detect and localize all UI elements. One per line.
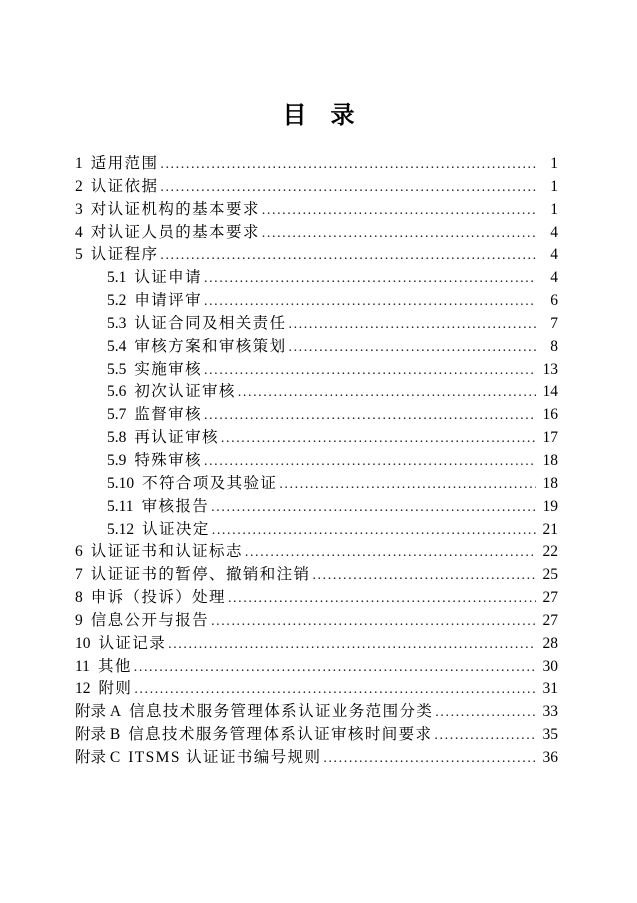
toc-entry (75, 564, 558, 587)
toc-entry-page: 4 (550, 269, 558, 287)
toc-entry-page: 18 (542, 474, 558, 492)
toc-entry (75, 678, 558, 701)
toc-entry-page: 35 (542, 726, 558, 744)
dot-leader (323, 747, 536, 771)
toc-entry-page: 17 (542, 429, 558, 447)
dot-leader (204, 404, 536, 428)
toc-entry-number: 5.5 (107, 360, 127, 378)
toc-entry-number: 5.8 (107, 429, 127, 447)
toc-entry-page: 16 (542, 406, 558, 424)
toc-entry-page: 33 (542, 703, 558, 721)
toc-entry-page: 8 (550, 337, 558, 355)
toc-entry-page: 27 (542, 589, 558, 607)
toc-entry-label: 认证合同及相关责任 (134, 314, 287, 332)
toc-entry-label: 认证记录 (98, 634, 167, 652)
toc-entry (75, 222, 558, 245)
toc-entry-number: 5 (75, 246, 83, 264)
toc-entry-number: 11 (75, 657, 90, 675)
toc-entry (75, 313, 558, 336)
toc-entry-label: 审核方案和审核策划 (134, 337, 287, 355)
toc-entry-number: 5.2 (107, 292, 127, 310)
toc-entry-label: 信息公开与报告 (90, 611, 210, 629)
toc-entry-label: 申请评审 (134, 292, 202, 310)
toc-entry (75, 701, 558, 724)
toc-entry-number: 附录 B (75, 726, 121, 744)
dot-leader (204, 267, 536, 291)
toc-entry-label: 信息技术服务管理体系认证审核时间要求 (128, 726, 433, 744)
toc-entry-number: 5.12 (107, 520, 135, 538)
dot-leader (211, 610, 536, 634)
dot-leader (434, 724, 536, 748)
toc-entry-number: 7 (75, 566, 83, 584)
toc-entry-number: 6 (75, 543, 83, 561)
dot-leader (312, 564, 536, 588)
toc-entry-label: 认证证书和认证标志 (90, 543, 243, 561)
dot-leader (204, 450, 536, 474)
toc-entry-label: 认证决定 (142, 520, 210, 538)
toc-entry (75, 747, 558, 770)
toc-entry-label: 附则 (98, 680, 133, 698)
table-of-contents (75, 153, 558, 770)
dot-leader (288, 313, 536, 337)
toc-entry-page: 27 (542, 611, 558, 629)
toc-entry-label: 申诉（投诉）处理 (90, 589, 226, 607)
toc-entry-page: 14 (542, 383, 558, 401)
dot-leader (212, 519, 536, 543)
dot-leader (245, 541, 536, 565)
toc-entry-number: 5.1 (107, 269, 127, 287)
toc-entry-number: 5.10 (107, 474, 135, 492)
page-title: 目 录 (282, 103, 355, 129)
dot-leader (238, 381, 536, 405)
toc-entry-page: 4 (550, 246, 558, 264)
dot-leader (160, 244, 536, 268)
dot-leader (262, 222, 536, 246)
toc-entry (75, 244, 558, 267)
toc-entry-label: 初次认证审核 (134, 383, 236, 401)
dot-leader (160, 176, 536, 200)
dot-leader (204, 359, 536, 383)
dot-leader (160, 153, 536, 177)
toc-entry-number: 5.4 (107, 337, 127, 355)
toc-entry (75, 427, 558, 450)
toc-entry-label: 监督审核 (134, 406, 202, 424)
toc-entry (75, 381, 558, 404)
toc-entry (75, 153, 558, 176)
toc-entry-page: 4 (550, 223, 558, 241)
toc-entry-label: 认证依据 (90, 177, 159, 195)
dot-leader (134, 656, 536, 680)
toc-entry-page: 1 (550, 177, 558, 195)
toc-entry-page: 7 (550, 314, 558, 332)
toc-entry-number: 2 (75, 177, 83, 195)
toc-entry (75, 541, 558, 564)
toc-entry (75, 199, 558, 222)
toc-entry-label: ITSMS 认证证书编号规则 (128, 748, 322, 766)
dot-leader (435, 701, 536, 725)
dot-leader (279, 473, 536, 497)
toc-entry-number: 9 (75, 611, 83, 629)
toc-entry-page: 31 (542, 680, 558, 698)
toc-entry-label: 对认证机构的基本要求 (90, 200, 260, 218)
toc-entry-number: 5.11 (107, 497, 134, 515)
toc-entry (75, 519, 558, 542)
toc-entry (75, 724, 558, 747)
toc-entry-label: 适用范围 (90, 155, 159, 172)
dot-leader (211, 496, 536, 520)
toc-entry (75, 404, 558, 427)
toc-entry-page: 13 (542, 360, 558, 378)
toc-entry (75, 267, 558, 290)
toc-entry-page: 1 (550, 200, 558, 218)
toc-entry-number: 5.7 (107, 406, 127, 424)
toc-entry (75, 290, 558, 313)
toc-entry-page: 21 (542, 520, 558, 538)
dot-leader (228, 587, 536, 611)
toc-entry-page: 36 (542, 748, 558, 766)
toc-entry-page: 1 (550, 155, 558, 172)
toc-entry-page: 18 (542, 451, 558, 469)
toc-entry-label: 认证程序 (90, 246, 159, 264)
toc-entry-label: 认证申请 (134, 269, 202, 287)
toc-entry-number: 3 (75, 200, 83, 218)
toc-entry-label: 审核报告 (141, 497, 210, 515)
toc-entry-number: 12 (75, 680, 91, 698)
toc-entry-number: 5.9 (107, 451, 127, 469)
toc-entry-page: 28 (542, 634, 558, 652)
toc-entry-number: 1 (75, 155, 83, 172)
toc-entry-label: 对认证人员的基本要求 (90, 223, 260, 241)
toc-entry-number: 5.6 (107, 383, 127, 401)
dot-leader (204, 290, 536, 314)
toc-entry-page: 25 (542, 566, 558, 584)
toc-entry-number: 5.3 (107, 314, 127, 332)
toc-entry-label: 认证证书的暂停、撤销和注销 (90, 566, 311, 584)
toc-entry (75, 359, 558, 382)
toc-entry-label: 再认证审核 (134, 429, 219, 447)
toc-entry-page: 19 (542, 497, 558, 515)
toc-entry-number: 10 (75, 634, 91, 652)
dot-leader (168, 633, 536, 657)
toc-entry-label: 信息技术服务管理体系认证业务范围分类 (129, 703, 434, 721)
toc-entry-label: 不符合项及其验证 (142, 474, 278, 492)
dot-leader (134, 678, 536, 702)
toc-entry-number: 附录 A (75, 703, 122, 721)
dot-leader (221, 427, 536, 451)
toc-entry (75, 587, 558, 610)
dot-leader (262, 199, 536, 223)
toc-entry-number: 8 (75, 589, 83, 607)
toc-entry (75, 496, 558, 519)
toc-entry (75, 473, 558, 496)
dot-leader (288, 336, 536, 360)
toc-entry (75, 633, 558, 656)
toc-entry (75, 656, 558, 679)
toc-entry (75, 176, 558, 199)
toc-entry-page: 22 (542, 543, 558, 561)
toc-entry-page: 6 (550, 292, 558, 310)
toc-entry (75, 336, 558, 359)
toc-entry-number: 附录 C (75, 748, 121, 766)
toc-entry (75, 610, 558, 633)
toc-entry-number: 4 (75, 223, 83, 241)
toc-entry-page: 30 (542, 657, 558, 675)
toc-entry (75, 450, 558, 473)
toc-entry-label: 实施审核 (134, 360, 202, 378)
toc-entry-label: 其他 (97, 657, 132, 675)
toc-entry-label: 特殊审核 (134, 451, 202, 469)
